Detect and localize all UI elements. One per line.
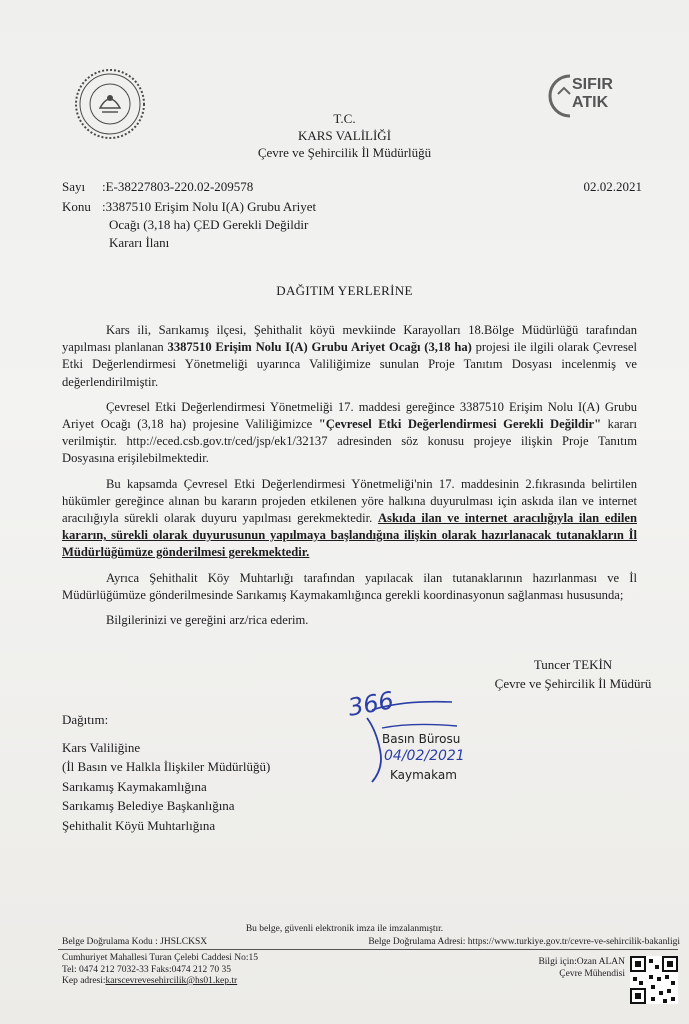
footer-info-2: Çevre Mühendisi <box>559 968 625 979</box>
footer-divider <box>58 949 678 950</box>
document-date: 02.02.2021 <box>583 179 642 194</box>
paragraph-5: Bilgilerinizi ve gereğini arz/rica ederim. <box>106 613 309 628</box>
footer-verify-row <box>62 937 680 947</box>
footer-phone: Tel: 0474 212 7032-33 Faks:0474 212 70 35 <box>62 964 232 975</box>
letter-body <box>62 322 637 637</box>
footer-esign-note: Bu belge, güvenli elektronik imza ile imzalanmıştır. <box>245 924 444 934</box>
list-item: Kars Valiliğine <box>62 739 141 755</box>
signer-title: Çevre ve Şehircilik İl Müdürü <box>494 676 652 691</box>
konu-line-3: Kararı İlanı <box>109 235 170 250</box>
list-item: Şehithalit Köyü Muhtarlığına <box>62 817 216 833</box>
received-stamp <box>342 686 482 790</box>
paragraph-2 <box>62 399 637 468</box>
header-line-2: KARS VALİLİĞİ <box>297 128 392 143</box>
stamp-line-3: Kaymakam <box>390 768 457 782</box>
paragraph-4: Ayrıca Şehithalit Köy Muhtarlığı tarafından yapılacak ilan tutanaklarının hazırlanması ve İl Müdürlüğümüze gönderilmesinde Sarıkamış Kaymakamlığınca gerekli koordinasyonun sağlanması hususunda; <box>62 570 637 602</box>
sayi-label: Sayı <box>62 179 86 194</box>
konu-label: Konu <box>62 199 91 214</box>
p2-text-c: kararı verilmiştir. http://eced.csb.gov.tr/ced/jsp/ek1/32137 adresinden söz konusu projeye ilişkin Proje Tanıtım Dosyasına erişilebilmektedir. <box>62 417 638 466</box>
brand-line-1: SIFIR <box>572 76 613 93</box>
footer-kep-label: Kep adresi: <box>62 976 106 986</box>
list-item: Sarıkamış Belediye Başkanlığına <box>62 798 235 813</box>
list-item: Sarıkamış Kaymakamlığına <box>62 778 207 794</box>
p3-text-a: Bu kapsamda Çevresel Etki Değerlendirmesi Yönetmeliği'nin 17. maddesinin 2.fıkrasında belirtilen hükümler gereğince alınan bu kararın projeden etkilenen yöre halkına duyurulması için askıda ilan ve internet aracılığıyla sürekli olarak duyuru yapılması gerekmektedir. <box>62 476 637 526</box>
brand-line-2: ATIK <box>572 94 609 111</box>
sayi-value: :E-38227803-220.02-209578 <box>102 179 254 194</box>
konu-line-2: Ocağı (3,18 ha) ÇED Gerekli Değildir <box>109 217 309 232</box>
qr-code-icon <box>630 956 678 1004</box>
distribution-heading: DAĞITIM YERLERİNE <box>276 283 413 298</box>
p1-text-a: Kars ili, Sarıkamış ilçesi, Şehithalit köyü mevkiinde Karayolları 18.Bölge Müdürlüğü tarafından yapılması planlanan <box>62 323 637 355</box>
footer-verify-code: Belge Doğrulama Kodu : JHSLCKSX <box>62 937 208 947</box>
konu-line-1: :3387510 Erişim Nolu I(A) Grubu Ariyet <box>102 199 317 214</box>
stamp-number: 366 <box>345 686 396 722</box>
document-meta <box>62 178 642 252</box>
p2-decision: "Çevresel Etki Değerlendirmesi Gerekli Değildir" <box>318 417 602 432</box>
p1-text-c: projesi ile ilgili olarak Çevresel Etki Değerlendirmesi Yönetmeliği uyarınca Valiliğimize sunulan Proje Tanıtım Dosyası incelenmiş ve değerlendirilmiştir. <box>62 340 637 389</box>
p1-project-name: 3387510 Erişim Nolu I(A) Grubu Ariyet Ocağı (3,18 ha) <box>167 340 472 355</box>
footer-kep-line <box>62 976 258 988</box>
stamp-line-1: Basın Bürosu <box>382 732 461 746</box>
footer-verify-address: Belge Doğrulama Adresi: https://www.turkiye.gov.tr/cevre-ve-sehircilik-bakanligi <box>368 937 680 947</box>
header-line-1: T.C. <box>333 111 356 126</box>
footer-info <box>505 957 625 980</box>
header-line-3: Çevre ve Şehircilik İl Müdürlüğü <box>257 145 432 160</box>
paragraph-1 <box>62 322 637 391</box>
footer-kep-address[interactable]: karscevrevesehircilik@hs01.kep.tr <box>105 976 238 986</box>
letterhead <box>0 110 689 161</box>
footer-info-1: Bilgi için:Ozan ALAN <box>538 957 625 967</box>
footer-address: Cumhuriyet Mahallesi Turan Çelebi Caddesi No:15 <box>62 953 259 963</box>
paragraph-3 <box>62 476 637 562</box>
distribution-list <box>62 710 342 835</box>
p2-text-a: Çevresel Etki Değerlendirmesi Yönetmeliği 17. maddesi gereğince 3387510 Erişim Nolu I(A) Grubu Ariyet Ocağı (3,18 ha) projesine Valiliğimizce <box>62 399 637 432</box>
footer-contact <box>62 953 258 988</box>
distribution-list-title: Dağıtım: <box>62 712 109 727</box>
p3-underlined: Askıda ilan ve internet aracılığıyla ilan edilen kararın, sürekli olarak duyurusunun yapılmaya başlandığına ilişkin olarak hazırlanacak tutanakların İl Müdürlüğümüze gönderilmesi gerekmektedir. <box>62 511 637 560</box>
signer-name: Tuncer TEKİN <box>533 657 613 672</box>
stamp-line-2: 04/02/2021 <box>384 748 465 764</box>
signature-block <box>468 655 678 693</box>
list-item: (İl Basın ve Halkla İlişkiler Müdürlüğü) <box>62 759 271 774</box>
